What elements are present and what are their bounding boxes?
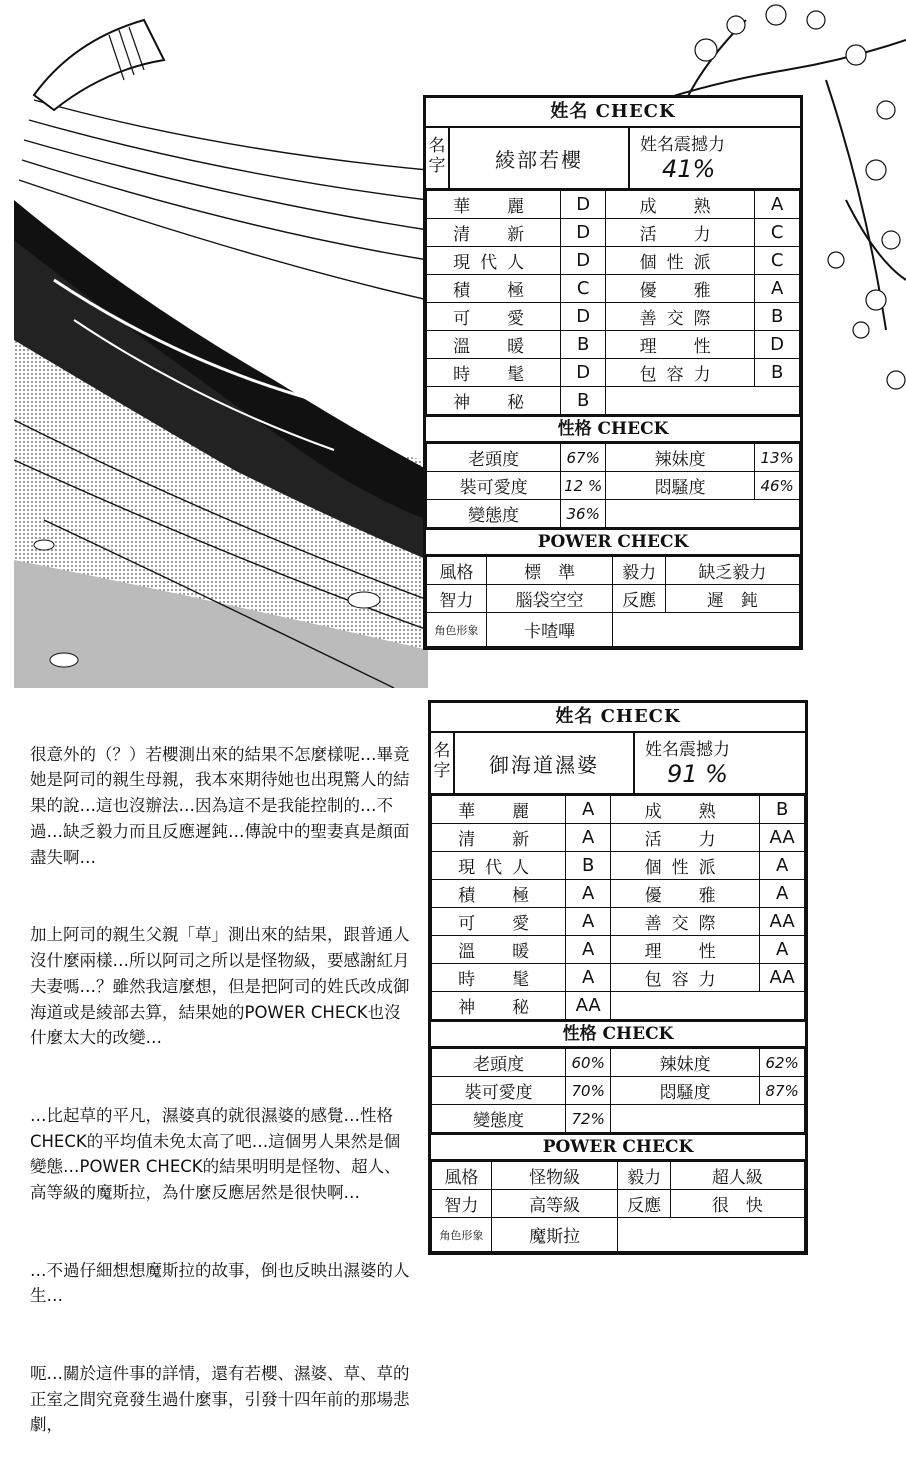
trait-label: 善交際 <box>606 303 755 331</box>
trait-row <box>432 936 805 964</box>
power-row <box>432 1190 805 1218</box>
trait-grade: C <box>755 219 800 247</box>
trait-row <box>427 359 800 387</box>
personality-value: 13% <box>755 444 800 472</box>
personality-label: 裝可愛度 <box>432 1077 566 1105</box>
commentary-paragraph: 加上阿司的親生父親「草」測出來的結果，跟普通人沒什麼兩樣…所以阿司之所以是怪物級，要感謝紅月夫妻嗎…？雖然我這麼想，但是把阿司的姓氏改成御海道或是綾部去算，結果她的POWER CHECK也沒什麼太大的改變… <box>30 925 410 1048</box>
trait-grade: AA <box>760 964 805 992</box>
trait-label: 理 性 <box>611 936 760 964</box>
trait-label: 包容力 <box>611 964 760 992</box>
trait-label: 華 麗 <box>427 191 561 219</box>
trait-grade: D <box>561 303 606 331</box>
trait-grade: A <box>760 852 805 880</box>
trait-label: 活 力 <box>606 219 755 247</box>
commentary-paragraph: …比起草的平凡，濕婆真的就很濕婆的感覺…性格CHECK的平均值未免太高了吧…這個男人果然是個變態…POWER CHECK的結果明明是怪物、超人、高等級的魔斯拉，為什麼反應居然是很快啊… <box>30 1105 401 1203</box>
personality-label: 悶騷度 <box>611 1077 760 1105</box>
personality-label: 變態度 <box>427 500 561 528</box>
personality-row <box>427 500 800 528</box>
trait-row <box>427 275 800 303</box>
power-label: 風格 <box>432 1162 492 1190</box>
personality-value: 70% <box>566 1077 611 1105</box>
trait-label: 優 雅 <box>606 275 755 303</box>
trait-label: 包容力 <box>606 359 755 387</box>
personality-grid <box>426 443 800 528</box>
personality-value: 62% <box>760 1049 805 1077</box>
trait-label: 積 極 <box>427 275 561 303</box>
personality-value: 60% <box>566 1049 611 1077</box>
trait-grade: A <box>566 936 611 964</box>
personality-label: 裝可愛度 <box>427 472 561 500</box>
trait-row <box>427 387 800 415</box>
name-impact <box>630 128 800 188</box>
empty-cell <box>618 1218 805 1252</box>
trait-row <box>432 992 805 1020</box>
character-card-wakaba <box>423 95 803 650</box>
trait-row <box>427 331 800 359</box>
trait-label: 成 熟 <box>611 796 760 824</box>
personality-row <box>427 472 800 500</box>
trait-label: 時 髦 <box>427 359 561 387</box>
power-label: 毅力 <box>613 557 665 585</box>
personality-check-header: 性格 CHECK <box>431 1020 805 1048</box>
trait-grade: B <box>755 303 800 331</box>
trait-label: 可 愛 <box>432 908 566 936</box>
trait-grade: AA <box>760 908 805 936</box>
trait-label: 理 性 <box>606 331 755 359</box>
trait-grade: D <box>561 191 606 219</box>
commentary-text <box>30 690 415 1464</box>
trait-grade: A <box>760 936 805 964</box>
name-impact-label: 姓名震撼力 <box>645 740 730 760</box>
personality-row <box>432 1077 805 1105</box>
hair-illustration <box>14 0 428 688</box>
character-card-shiva <box>428 700 808 1255</box>
power-label: 智力 <box>427 585 487 613</box>
trait-label: 成 熟 <box>606 191 755 219</box>
power-value: 超人級 <box>670 1162 804 1190</box>
trait-label: 個性派 <box>606 247 755 275</box>
trait-label: 現代人 <box>427 247 561 275</box>
trait-label: 神 秘 <box>432 992 566 1020</box>
trait-label: 溫 暖 <box>427 331 561 359</box>
power-grid <box>431 1161 805 1252</box>
personality-label: 老頭度 <box>427 444 561 472</box>
trait-grade: A <box>760 880 805 908</box>
image-value: 魔斯拉 <box>491 1218 618 1252</box>
power-row <box>432 1218 805 1252</box>
character-name: 御海道濕婆 <box>455 733 635 793</box>
power-check-header: POWER CHECK <box>431 1133 805 1161</box>
personality-value: 67% <box>561 444 606 472</box>
trait-row <box>432 880 805 908</box>
trait-grade: D <box>561 247 606 275</box>
trait-label: 個性派 <box>611 852 760 880</box>
commentary-paragraph: 很意外的（？）若櫻測出來的結果不怎麼樣呢…畢竟她是阿司的親生母親，我本來期待她也出現驚人的結果的說…這也沒辦法…因為這不是我能控制的…不過…缺乏毅力而且反應遲鈍…傳說中的聖妻真是顏面盡失啊… <box>30 744 410 867</box>
trait-label: 溫 暖 <box>432 936 566 964</box>
personality-label: 辣妹度 <box>606 444 755 472</box>
empty-cell <box>613 613 800 647</box>
personality-grid <box>431 1048 805 1133</box>
power-value: 遲 鈍 <box>665 585 799 613</box>
name-label: 名字 <box>426 128 450 188</box>
trait-grade: A <box>566 964 611 992</box>
personality-row <box>432 1049 805 1077</box>
name-check-header: 姓名 CHECK <box>426 98 800 128</box>
personality-row <box>432 1105 805 1133</box>
trait-label: 清 新 <box>427 219 561 247</box>
trait-label: 活 力 <box>611 824 760 852</box>
trait-grade: AA <box>760 824 805 852</box>
power-value: 很 快 <box>670 1190 804 1218</box>
name-box <box>431 733 805 795</box>
trait-grade: B <box>755 359 800 387</box>
personality-label: 老頭度 <box>432 1049 566 1077</box>
trait-row <box>427 303 800 331</box>
trait-label: 清 新 <box>432 824 566 852</box>
empty-cell <box>606 500 800 528</box>
name-impact-value: 41% <box>662 155 716 183</box>
commentary-paragraph: …不過仔細想想魔斯拉的故事，倒也反映出濕婆的人生… <box>30 1260 410 1306</box>
trait-grade: D <box>561 359 606 387</box>
trait-row <box>432 796 805 824</box>
trait-row <box>427 191 800 219</box>
empty-cell <box>611 992 805 1020</box>
trait-grade: A <box>566 824 611 852</box>
personality-check-header: 性格 CHECK <box>426 415 800 443</box>
personality-value: 36% <box>561 500 606 528</box>
trait-label: 神 秘 <box>427 387 561 415</box>
name-impact-label: 姓名震撼力 <box>640 135 725 155</box>
trait-grade: A <box>566 880 611 908</box>
name-label: 名字 <box>431 733 455 793</box>
trait-grade: C <box>755 247 800 275</box>
trait-grade: A <box>566 908 611 936</box>
trait-grade: D <box>755 331 800 359</box>
power-label: 反應 <box>618 1190 670 1218</box>
power-value: 標 準 <box>486 557 613 585</box>
personality-value: 46% <box>755 472 800 500</box>
personality-row <box>427 444 800 472</box>
trait-label: 可 愛 <box>427 303 561 331</box>
power-row <box>427 585 800 613</box>
personality-label: 變態度 <box>432 1105 566 1133</box>
power-label: 風格 <box>427 557 487 585</box>
power-row <box>427 613 800 647</box>
trait-grade: D <box>561 219 606 247</box>
trait-label: 現代人 <box>432 852 566 880</box>
commentary-paragraph: 呃…關於這件事的詳情，還有若櫻、濕婆、草、草的正室之間究竟發生過什麼事，引發十四年前的那場悲劇， <box>30 1363 410 1435</box>
personality-value: 87% <box>760 1077 805 1105</box>
trait-label: 華 麗 <box>432 796 566 824</box>
power-check-header: POWER CHECK <box>426 528 800 556</box>
image-value: 卡喳嗶 <box>486 613 613 647</box>
trait-row <box>432 908 805 936</box>
name-impact <box>635 733 805 793</box>
trait-label: 優 雅 <box>611 880 760 908</box>
power-value: 怪物級 <box>491 1162 618 1190</box>
trait-grade: B <box>561 331 606 359</box>
trait-grade: B <box>566 852 611 880</box>
trait-grade: B <box>561 387 606 415</box>
name-check-header: 姓名 CHECK <box>431 703 805 733</box>
trait-grade: A <box>755 275 800 303</box>
name-impact-value: 91 % <box>667 760 728 788</box>
image-label: 角色形象 <box>432 1218 492 1252</box>
trait-label: 積 極 <box>432 880 566 908</box>
personality-value: 72% <box>566 1105 611 1133</box>
power-value: 高等級 <box>491 1190 618 1218</box>
trait-label: 善交際 <box>611 908 760 936</box>
trait-grid <box>426 190 800 415</box>
name-box <box>426 128 800 190</box>
power-grid <box>426 556 800 647</box>
trait-row <box>432 964 805 992</box>
power-value: 腦袋空空 <box>486 585 613 613</box>
trait-grade: B <box>760 796 805 824</box>
character-name: 綾部若櫻 <box>450 128 630 188</box>
trait-label: 時 髦 <box>432 964 566 992</box>
trait-grade: C <box>561 275 606 303</box>
trait-grid <box>431 795 805 1020</box>
personality-label: 悶騷度 <box>606 472 755 500</box>
personality-value: 12 % <box>561 472 606 500</box>
power-label: 毅力 <box>618 1162 670 1190</box>
power-row <box>432 1162 805 1190</box>
power-row <box>427 557 800 585</box>
trait-row <box>432 852 805 880</box>
power-value: 缺乏毅力 <box>665 557 799 585</box>
personality-label: 辣妹度 <box>611 1049 760 1077</box>
trait-row <box>427 247 800 275</box>
image-label: 角色形象 <box>427 613 487 647</box>
power-label: 智力 <box>432 1190 492 1218</box>
trait-row <box>432 824 805 852</box>
power-label: 反應 <box>613 585 665 613</box>
trait-grade: A <box>755 191 800 219</box>
trait-grade: A <box>566 796 611 824</box>
trait-grade: AA <box>566 992 611 1020</box>
empty-cell <box>606 387 800 415</box>
empty-cell <box>611 1105 805 1133</box>
trait-row <box>427 219 800 247</box>
